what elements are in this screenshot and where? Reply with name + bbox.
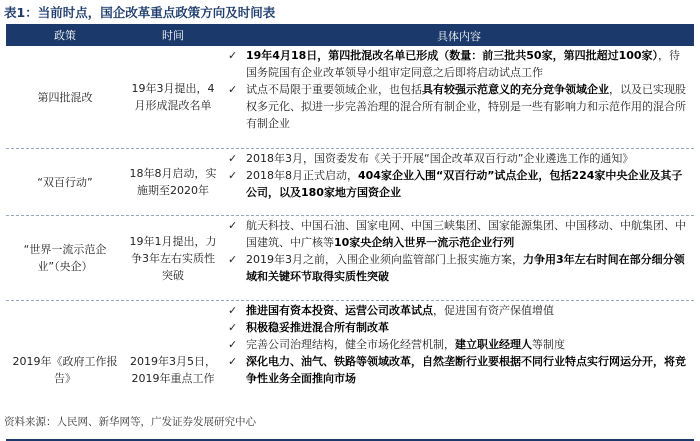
content-item <box>228 81 690 132</box>
content-item <box>228 319 690 336</box>
plain-text: 航天科技、中国石油、国家电网、中国三峡集团、国家能源集团、中国移动、中航集团、中国建筑、中广核等 <box>246 219 686 249</box>
content-item <box>228 167 690 201</box>
content-text <box>246 353 690 387</box>
time-cell: 19年1月提出，力争3年左右实质性突破 <box>129 234 217 282</box>
content-text <box>246 217 690 251</box>
content-text <box>246 167 690 201</box>
time-cell: 2019年3月5日，2019年重点工作 <box>130 355 216 385</box>
policy-cell: “双百行动” <box>37 175 93 189</box>
plain-text: ，以及已实现股权多元化、拟进一步完善治理的混合所有制企业，特别是一些有影响力和示范作用的混合所有制企业 <box>246 83 686 130</box>
plain-text: 2018年3月，国资委发布《关于开展“国企改革双百行动”企业遴选工作的通知》 <box>246 152 634 165</box>
bold-text: 19年4月18日，第四批混改名单已形成（数量：前三批共50家，第四批超过100家） <box>246 49 659 62</box>
header-content: 具体内容 <box>437 30 481 43</box>
bold-text: 具有较强示范意义的充分竞争领域企业 <box>422 83 609 96</box>
content-text <box>246 47 690 81</box>
content-item <box>228 251 690 285</box>
time-cell: 19年3月提出，4月形成混改名单 <box>131 82 215 112</box>
header-time: 时间 <box>162 29 184 42</box>
content-text <box>246 150 690 167</box>
plain-text: 完善公司治理结构，健全市场化经营机制， <box>246 338 455 351</box>
policy-cell: “世界一流示范企业”（央企） <box>23 243 107 273</box>
content-cell <box>222 46 694 148</box>
bold-text: 建立职业经理人 <box>455 338 532 351</box>
bold-text: 力争用3年左右时间在部分细分领域和关键环节取得实质性突破 <box>246 253 685 283</box>
table-row <box>6 46 694 148</box>
checkmark-icon: ✓ <box>228 219 238 232</box>
bold-text: 积极稳妥推进混合所有制改革 <box>246 321 389 334</box>
plain-text: ，促进国有资产保值增值 <box>433 304 554 317</box>
plain-text: 试点不局限于重要领域企业，也包括 <box>246 83 422 96</box>
checkmark-icon: ✓ <box>228 253 238 266</box>
bold-text: 深化电力、油气、铁路等领域改革，自然垄断行业要根据不同行业特点实行网运分开，将竞争性业务全面推向市场 <box>246 355 686 385</box>
plain-text: 2019年3月之前，入围企业须向监管部门上报实施方案， <box>246 253 523 266</box>
header-policy: 政策 <box>54 29 76 42</box>
content-text <box>246 336 690 353</box>
policy-cell: 2019年《政府工作报告》 <box>12 355 118 385</box>
table-body <box>6 46 694 439</box>
content-item <box>228 47 690 81</box>
table-header <box>6 26 694 46</box>
content-item <box>228 302 690 319</box>
content-cell <box>222 216 694 300</box>
checkmark-icon: ✓ <box>228 83 238 96</box>
content-cell <box>222 149 694 215</box>
content-text <box>246 319 690 336</box>
policy-cell: 第四批混改 <box>37 90 93 104</box>
checkmark-icon: ✓ <box>228 152 238 165</box>
checkmark-icon: ✓ <box>228 338 238 351</box>
content-item <box>228 150 690 167</box>
bold-text: 推进国有资本投资、运营公司改革试点 <box>246 304 433 317</box>
content-text <box>246 302 690 319</box>
bold-text: 10家央企纳入世界一流示范企业行列 <box>334 236 515 249</box>
time-cell: 18年8月启动，实施期至2020年 <box>129 167 217 197</box>
checkmark-icon: ✓ <box>228 169 238 182</box>
plain-text: 2018年8月正式启动， <box>246 169 358 182</box>
content-item <box>228 336 690 353</box>
bold-text: 404家企业入围“双百行动”试点企业，包括224家中央企业及其子公司，以及180家地方国资企业 <box>246 169 683 199</box>
checkmark-icon: ✓ <box>228 355 238 368</box>
table-title: 表1：当前时点，国企改革重点政策方向及时间表 <box>4 5 276 20</box>
content-item <box>228 217 690 251</box>
content-cell <box>222 301 694 439</box>
plain-text: ，待国务院国有企业改革领导小组审定同意之后即将启动试点工作 <box>246 49 681 79</box>
checkmark-icon: ✓ <box>228 321 238 334</box>
checkmark-icon: ✓ <box>228 304 238 317</box>
content-item <box>228 353 690 387</box>
content-text <box>246 251 690 285</box>
table-row <box>6 148 694 215</box>
table-row <box>6 215 694 300</box>
content-text <box>246 81 690 132</box>
plain-text: 等制度 <box>532 338 565 351</box>
source-note: 资料来源：人民网、新华网等，广发证券发展研究中心 <box>4 416 256 428</box>
policy-table <box>6 24 694 441</box>
checkmark-icon: ✓ <box>228 49 238 62</box>
